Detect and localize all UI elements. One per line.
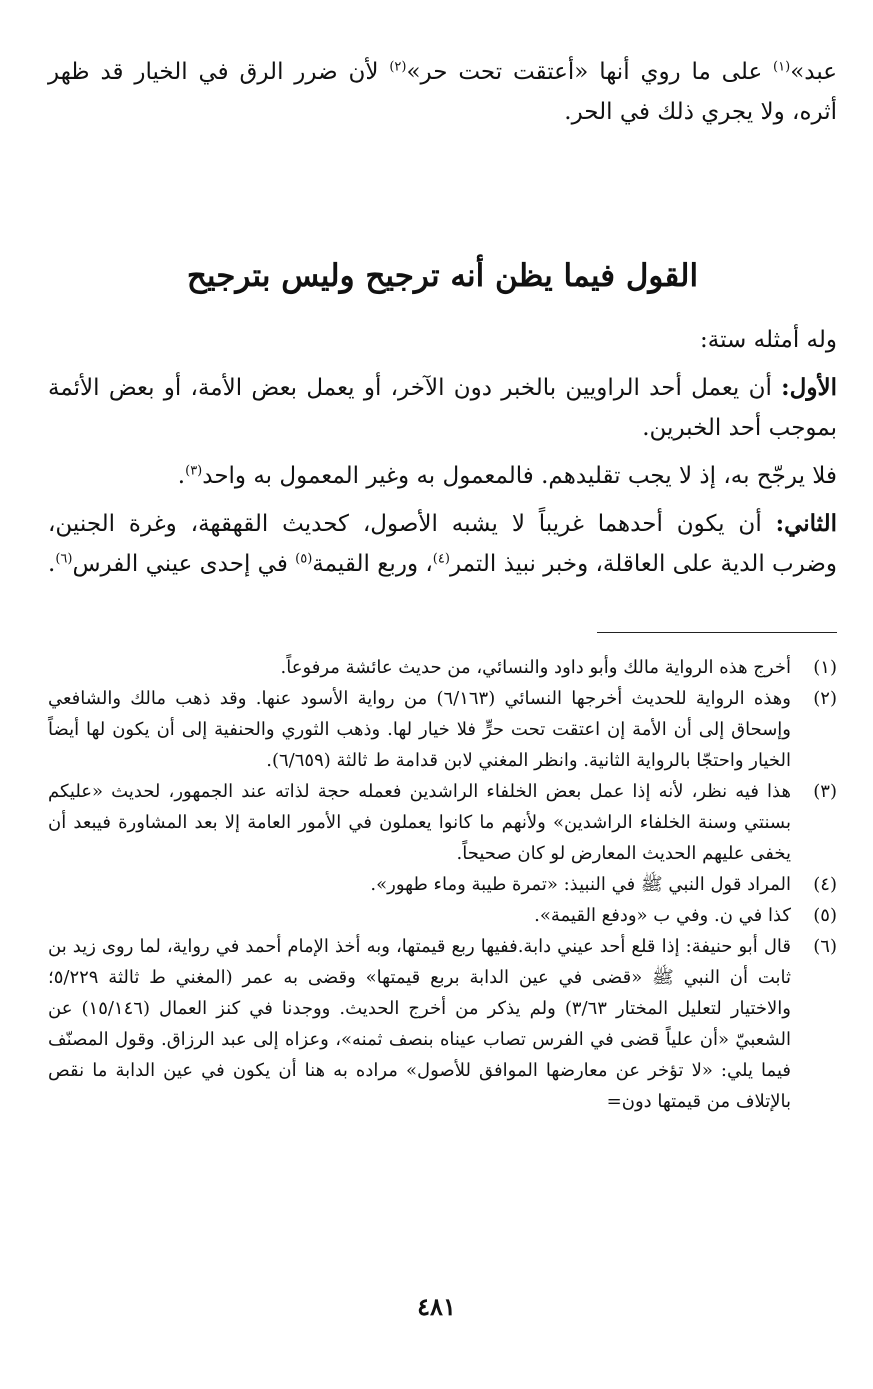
footnote-ref: (٥) — [295, 551, 313, 567]
footnote-number: (٤) — [813, 874, 837, 895]
footnote-divider — [597, 632, 837, 633]
text-run: على ما روي أنها «أعتقت تحت حر» — [406, 59, 774, 85]
text-run: أن يكون أحدهما غريباً لا يشبه الأصول، كحديث القهقهة، وغرة الجنين، وضرب الدية على العاقلة، وخبر نبيذ التمر — [48, 511, 837, 577]
paragraph-first — [48, 368, 837, 448]
footnote-number: (٢) — [813, 688, 837, 709]
footnote-item — [48, 900, 837, 931]
footnotes — [48, 652, 837, 1117]
paragraph-continuation — [48, 52, 837, 132]
footnote-number: (٣) — [813, 781, 837, 802]
section-heading: القول فيما يظن أنه ترجيح وليس بترجيح — [186, 258, 699, 294]
footnote-item — [48, 931, 837, 1117]
footnote-ref: (٣) — [185, 463, 203, 479]
text-run: فلا يرجّح به، إذ لا يجب تقليدهم. فالمعمول به وغير المعمول به واحد — [202, 463, 837, 489]
footnote-ref: (٦) — [55, 551, 73, 567]
item-label: الثاني: — [775, 510, 837, 537]
footnote-item — [48, 652, 837, 683]
page-number: ٤٨١ — [417, 1292, 456, 1321]
text-run: أن يعمل أحد الراويين بالخبر دون الآخر، أو يعمل بعض الأمة، أو بعض الأئمة بموجب أحد الخبرين. — [48, 375, 837, 441]
text-run: ، وربع القيمة — [312, 551, 433, 577]
footnote-ref: (١) — [773, 59, 791, 75]
item-label: الأول: — [781, 374, 837, 401]
footnote-text: كذا في ن. وفي ب «ودفع القيمة». — [534, 905, 791, 926]
text-run: . — [177, 463, 186, 489]
text-run: في إحدى عيني الفرس — [72, 551, 296, 577]
footnote-number: (١) — [813, 657, 837, 678]
text-run: عبد» — [790, 59, 837, 85]
footnote-text: المراد قول النبي ﷺ في النبيذ: «تمرة طيبة وماء طهور». — [370, 874, 791, 895]
footnote-text: وهذه الرواية للحديث أخرجها النسائي (٦/١٦٣) من رواية الأسود عنها. وقد ذهب مالك والشافعي وإسحاق إلى أن الأمة إن اعتقت تحت حرٍّ فلا خيار لها. وذهب الثوري والحنفية إلى أن يكون لها أيضاً الخيار واحتجّا بالرواية الثانية. وانظر المغني لابن قدامة ط ثالثة (٦/٦٥٩). — [48, 688, 791, 771]
footnote-item — [48, 776, 837, 869]
footnote-ref: (٢) — [389, 59, 407, 75]
footnote-item — [48, 869, 837, 900]
page-content — [48, 52, 837, 1389]
footnote-text: أخرج هذه الرواية مالك وأبو داود والنسائي، من حديث عائشة مرفوعاً. — [280, 657, 791, 678]
paragraph-conclusion — [48, 456, 837, 496]
paragraph-second — [48, 504, 837, 584]
footnote-number: (٥) — [813, 905, 837, 926]
footnote-number: (٦) — [813, 936, 837, 957]
footnote-text: قال أبو حنيفة: إذا قلع أحد عيني دابة.ففيها ربع قيمتها، وبه أخذ الإمام أحمد في رواية، لما روى زيد بن ثابت أن النبي ﷺ «قضى في عين الدابة بربع قيمتها» وقضى به عمر (المغني ط ثالثة ٥/٢٢٩؛ والاختيار لتعليل المختار ٣/٦٣) ولم يذكر من أخرج الحديث. ووجدنا في كنز العمال (١٥/١٤٦) عن الشعبيّ «أن علياً قضى في الفرس تصاب عيناه بنصف ثمنه»، وعزاه إلى عبد الرزاق. وقول المصنّف فيما يلي: «لا تؤخر عن معارضها الموافق للأصول» مراده به هنا أن يكون في عين الدابة ما نقص بالإتلاف من قيمتها دون= — [48, 936, 791, 1112]
footnote-text: هذا فيه نظر، لأنه إذا عمل بعض الخلفاء الراشدين فعمله حجة لذاته عند الجمهور، لحديث «عليكم بسنتي وسنة الخلفاء الراشدين» ولأنهم ما كانوا يعملون في الأمور العامة إلا بعد المشاورة فيبعد أن يخفى عليهم الحديث المعارض لو كان صحيحاً. — [48, 781, 791, 864]
footnote-item — [48, 683, 837, 776]
text-run: . — [48, 551, 56, 577]
text-run: لأن ضرر الرق في الخيار قد ظهر أثره، ولا يجري ذلك في الحر. — [48, 59, 837, 125]
intro-line: وله أمثله ستة: — [700, 327, 837, 353]
footnote-ref: (٤) — [432, 551, 450, 567]
